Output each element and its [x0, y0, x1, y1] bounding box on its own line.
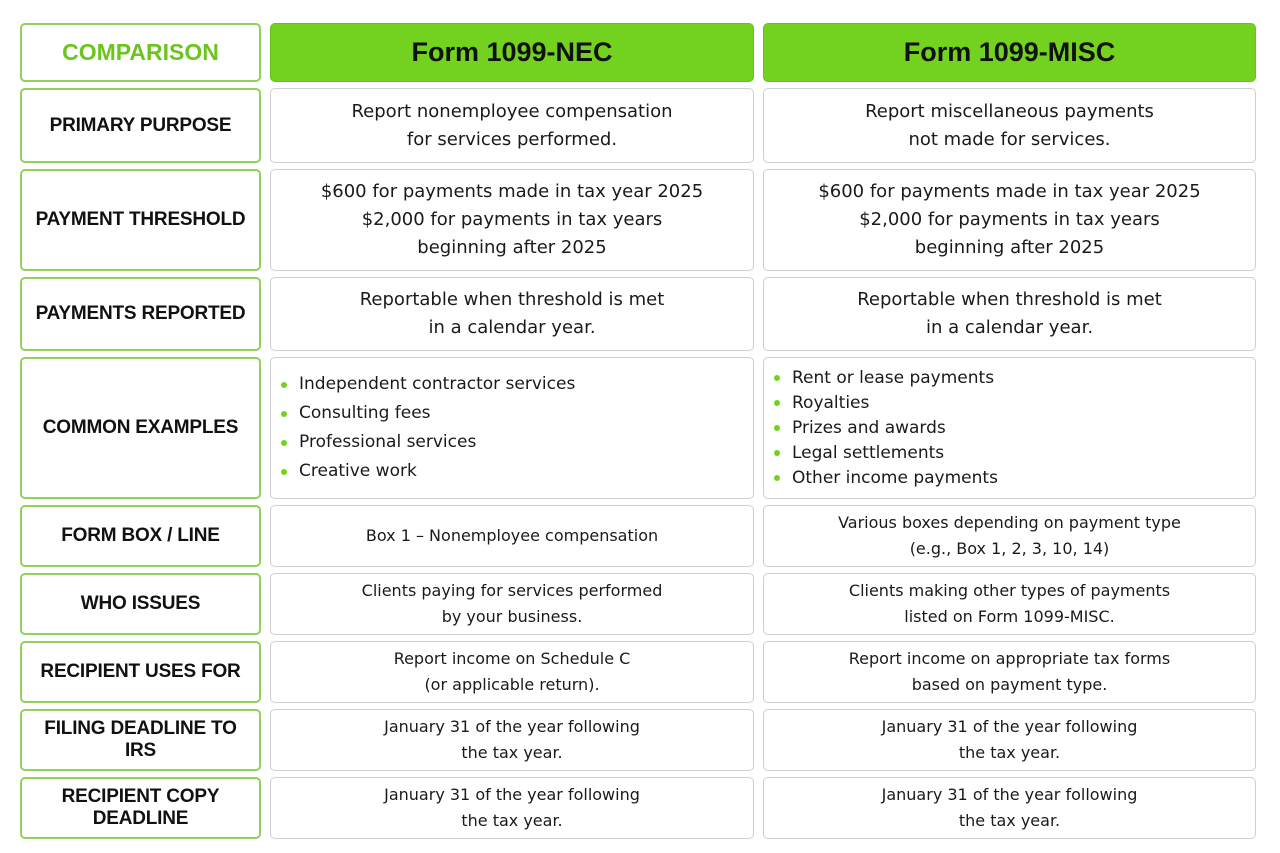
- text-line: January 31 of the year following: [881, 717, 1138, 736]
- text-line: the tax year.: [461, 811, 563, 830]
- list-item: [281, 370, 575, 399]
- misc-primary-purpose: [763, 88, 1256, 163]
- bullet-list: [281, 370, 575, 486]
- bullet-icon: [774, 450, 780, 456]
- text-line: Report income on appropriate tax forms: [848, 649, 1171, 668]
- text-line: the tax year.: [958, 743, 1061, 762]
- row-label-form-box-line: FORM BOX / LINE: [20, 505, 261, 567]
- text-line: the tax year.: [958, 811, 1061, 830]
- nec-who-issues: [270, 573, 754, 635]
- nec-common-examples: [270, 357, 754, 499]
- bullet-icon: [281, 440, 287, 446]
- bullet-icon: [774, 400, 780, 406]
- misc-common-examples: [763, 357, 1256, 499]
- row-label-recipient-uses-for: RECIPIENT USES FOR: [20, 641, 261, 703]
- nec-recipient-copy-deadline: [270, 777, 754, 839]
- row-label-payments-reported: PAYMENTS REPORTED: [20, 277, 261, 351]
- text-line: Clients making other types of payments: [848, 581, 1171, 600]
- text-line: in a calendar year.: [925, 317, 1094, 338]
- list-item-text: Legal settlements: [792, 442, 945, 463]
- comparison-header-label: COMPARISON: [20, 23, 261, 82]
- misc-recipient-copy-deadline: [763, 777, 1256, 839]
- text-line: beginning after 2025: [914, 237, 1105, 258]
- nec-payments-reported: [270, 277, 754, 351]
- text-line: not made for services.: [908, 128, 1111, 150]
- row-label-filing-deadline: FILING DEADLINE TO IRS: [20, 709, 261, 771]
- text-line: by your business.: [441, 607, 583, 626]
- text-line: Reportable when threshold is met: [359, 289, 665, 310]
- text-line: Reportable when threshold is met: [857, 289, 1162, 310]
- text-line: in a calendar year.: [428, 317, 596, 338]
- list-item-text: Prizes and awards: [792, 417, 946, 438]
- text-line: $2,000 for payments in tax years: [361, 209, 663, 230]
- list-item: [281, 457, 575, 486]
- text-line: beginning after 2025: [417, 237, 607, 258]
- list-item-text: Creative work: [299, 461, 417, 481]
- list-item: [774, 391, 998, 416]
- misc-payments-reported: [763, 277, 1256, 351]
- text-line: January 31 of the year following: [384, 717, 640, 736]
- text-line: (or applicable return).: [424, 675, 600, 694]
- misc-who-issues: [763, 573, 1256, 635]
- list-item-text: Other income payments: [792, 467, 998, 488]
- text-line: Report nonemployee compensation: [351, 100, 673, 122]
- list-item-text: Rent or lease payments: [792, 367, 995, 388]
- nec-payment-threshold: [270, 169, 754, 271]
- list-item: [774, 416, 998, 441]
- bullet-icon: [774, 375, 780, 381]
- row-label-payment-threshold: PAYMENT THRESHOLD: [20, 169, 261, 271]
- list-item-text: Royalties: [792, 392, 870, 413]
- row-label-recipient-copy-deadline: RECIPIENT COPY DEADLINE: [20, 777, 261, 839]
- text-line: $600 for payments made in tax year 2025: [320, 181, 704, 202]
- list-item: [281, 428, 575, 457]
- row-label-who-issues: WHO ISSUES: [20, 573, 261, 635]
- text-line: Box 1 – Nonemployee compensation: [365, 526, 659, 545]
- misc-recipient-uses-for: [763, 641, 1256, 703]
- nec-form-box-line: [270, 505, 754, 567]
- misc-payment-threshold: [763, 169, 1256, 271]
- bullet-icon: [281, 411, 287, 417]
- list-item: [774, 366, 998, 391]
- text-line: (e.g., Box 1, 2, 3, 10, 14): [909, 539, 1110, 558]
- text-line: January 31 of the year following: [881, 785, 1138, 804]
- bullet-icon: [281, 382, 287, 388]
- bullet-list: [774, 366, 998, 491]
- text-line: $2,000 for payments in tax years: [859, 209, 1160, 230]
- row-label-primary-purpose: PRIMARY PURPOSE: [20, 88, 261, 163]
- text-line: $600 for payments made in tax year 2025: [818, 181, 1201, 202]
- nec-filing-deadline: [270, 709, 754, 771]
- nec-primary-purpose: [270, 88, 754, 163]
- list-item: [774, 441, 998, 466]
- list-item: [774, 466, 998, 491]
- text-line: Clients paying for services performed: [361, 581, 663, 600]
- bullet-icon: [281, 469, 287, 475]
- text-line: Report miscellaneous payments: [865, 100, 1154, 122]
- row-label-common-examples: COMMON EXAMPLES: [20, 357, 261, 499]
- text-line: Various boxes depending on payment type: [838, 513, 1181, 532]
- list-item-text: Professional services: [299, 432, 477, 452]
- text-line: based on payment type.: [911, 675, 1108, 694]
- nec-recipient-uses-for: [270, 641, 754, 703]
- list-item: [281, 399, 575, 428]
- text-line: the tax year.: [461, 743, 563, 762]
- column-header-1099-nec: Form 1099-NEC: [270, 23, 754, 82]
- text-line: for services performed.: [406, 128, 618, 150]
- text-line: January 31 of the year following: [384, 785, 640, 804]
- text-line: Report income on Schedule C: [393, 649, 631, 668]
- misc-form-box-line: [763, 505, 1256, 567]
- list-item-text: Independent contractor services: [299, 374, 576, 394]
- comparison-table: [20, 23, 1256, 839]
- bullet-icon: [774, 425, 780, 431]
- text-line: listed on Form 1099-MISC.: [904, 607, 1115, 626]
- list-item-text: Consulting fees: [299, 403, 431, 423]
- column-header-1099-misc: Form 1099-MISC: [763, 23, 1256, 82]
- bullet-icon: [774, 475, 780, 481]
- misc-filing-deadline: [763, 709, 1256, 771]
